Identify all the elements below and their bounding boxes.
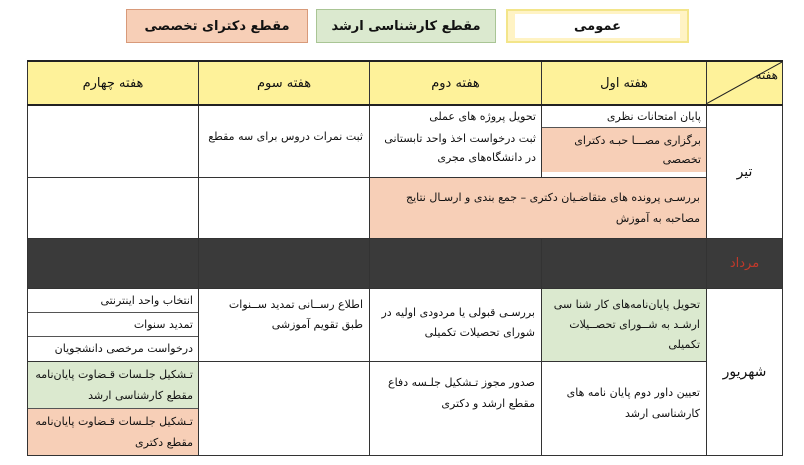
shahrivar-w1a-item: تحویل پایان‌نامه‌های کار شنا سی ارشـد به شــورای تحصــیلات تکمیلی <box>553 297 700 351</box>
header-week-1: هفته اول <box>542 61 707 105</box>
legend-phd: مقطع دکترای تخصصی <box>126 9 308 43</box>
tir-week-2 <box>370 105 542 177</box>
header-week-3: هفته سوم <box>199 61 370 105</box>
shahrivar-week-3-a <box>199 288 370 361</box>
legend-general-label: عمومی <box>515 14 680 38</box>
tir-week-1 <box>542 105 707 177</box>
schedule-table <box>27 60 783 456</box>
shahrivar-w4a-item-2: تمدید سنوات <box>28 313 198 337</box>
shahrivar-week-1-b <box>542 361 707 455</box>
shahrivar-w4a-item-3: درخواست مرخصی دانشجویان <box>54 341 193 355</box>
tir-row2-week-3 <box>199 177 370 238</box>
tir-row2-week-4 <box>28 177 199 238</box>
shahrivar-w2b-item: صدور مجوز تـشکیل جلـسه دفاع مقطع ارشد و دکتری <box>388 375 535 410</box>
month-shahrivar: شهریور <box>707 288 783 455</box>
tir-w3-item: ثبت نمرات دروس برای سه مقطع <box>208 130 363 143</box>
shahrivar-week-4-b <box>28 361 199 455</box>
shahrivar-week-4-a <box>28 288 199 361</box>
tir-w2-item-2: ثبت درخواست اخذ واحد تابستانی در دانشگاه‌های مجری <box>384 132 536 164</box>
shahrivar-week-1-a <box>542 288 707 361</box>
tir-w2-item-1: تحویل پروژه های عملی <box>429 110 536 123</box>
shahrivar-w2a-item: بررسـی قبولی یا مردودی اولیه در شورای تحصیلات تکمیلی <box>381 305 535 339</box>
header-week-2: هفته دوم <box>370 61 542 105</box>
shahrivar-week-2-b <box>370 361 542 455</box>
mordad-week-4 <box>28 238 199 288</box>
shahrivar-w4b-item-2: تـشکیل جلـسات قـضاوت پایان‌نامه مقطع دکتری <box>28 409 198 455</box>
tir-w1-item-1: پایان امتحانات نظری <box>542 106 706 128</box>
shahrivar-week-3-b <box>199 361 370 455</box>
mordad-week-2 <box>370 238 542 288</box>
legend-masters: مقطع کارشناسی ارشد <box>316 9 496 43</box>
header-week-4: هفته چهارم <box>28 61 199 105</box>
shahrivar-w4a-item-1: انتخاب واحد اینترنتی <box>28 289 198 313</box>
tir-week-4 <box>28 105 199 177</box>
tir-week-3 <box>199 105 370 177</box>
month-mordad: مرداد <box>707 238 783 288</box>
corner-label: هفته <box>755 68 778 82</box>
corner-cell <box>707 61 783 105</box>
month-tir: تیر <box>707 105 783 238</box>
shahrivar-w1b-item: تعیین داور دوم پایان نامه های کارشناسی ارشد <box>566 385 700 420</box>
tir-w12-item: بررسـی پرونده های متقاضـیان دکترى – جمع بندی و ارسـال نتایج مصاحبه به آموزش <box>405 190 700 225</box>
shahrivar-w3a-item: اطلاع رســانی تمدید ســنوات طبق تقویم آموزشی <box>228 297 363 331</box>
mordad-week-3 <box>199 238 370 288</box>
legend-general <box>506 9 689 43</box>
shahrivar-week-2-a <box>370 288 542 361</box>
shahrivar-w4b-item-1: تـشکیل جلـسات قـضاوت پایان‌نامه مقطع کارشناسی ارشد <box>28 362 198 409</box>
tir-week-1-2-merged <box>370 177 707 238</box>
tir-w1-item-2: برگزاری مصـــا حبـه دکترای تخصصی <box>542 128 706 172</box>
mordad-week-1 <box>542 238 707 288</box>
